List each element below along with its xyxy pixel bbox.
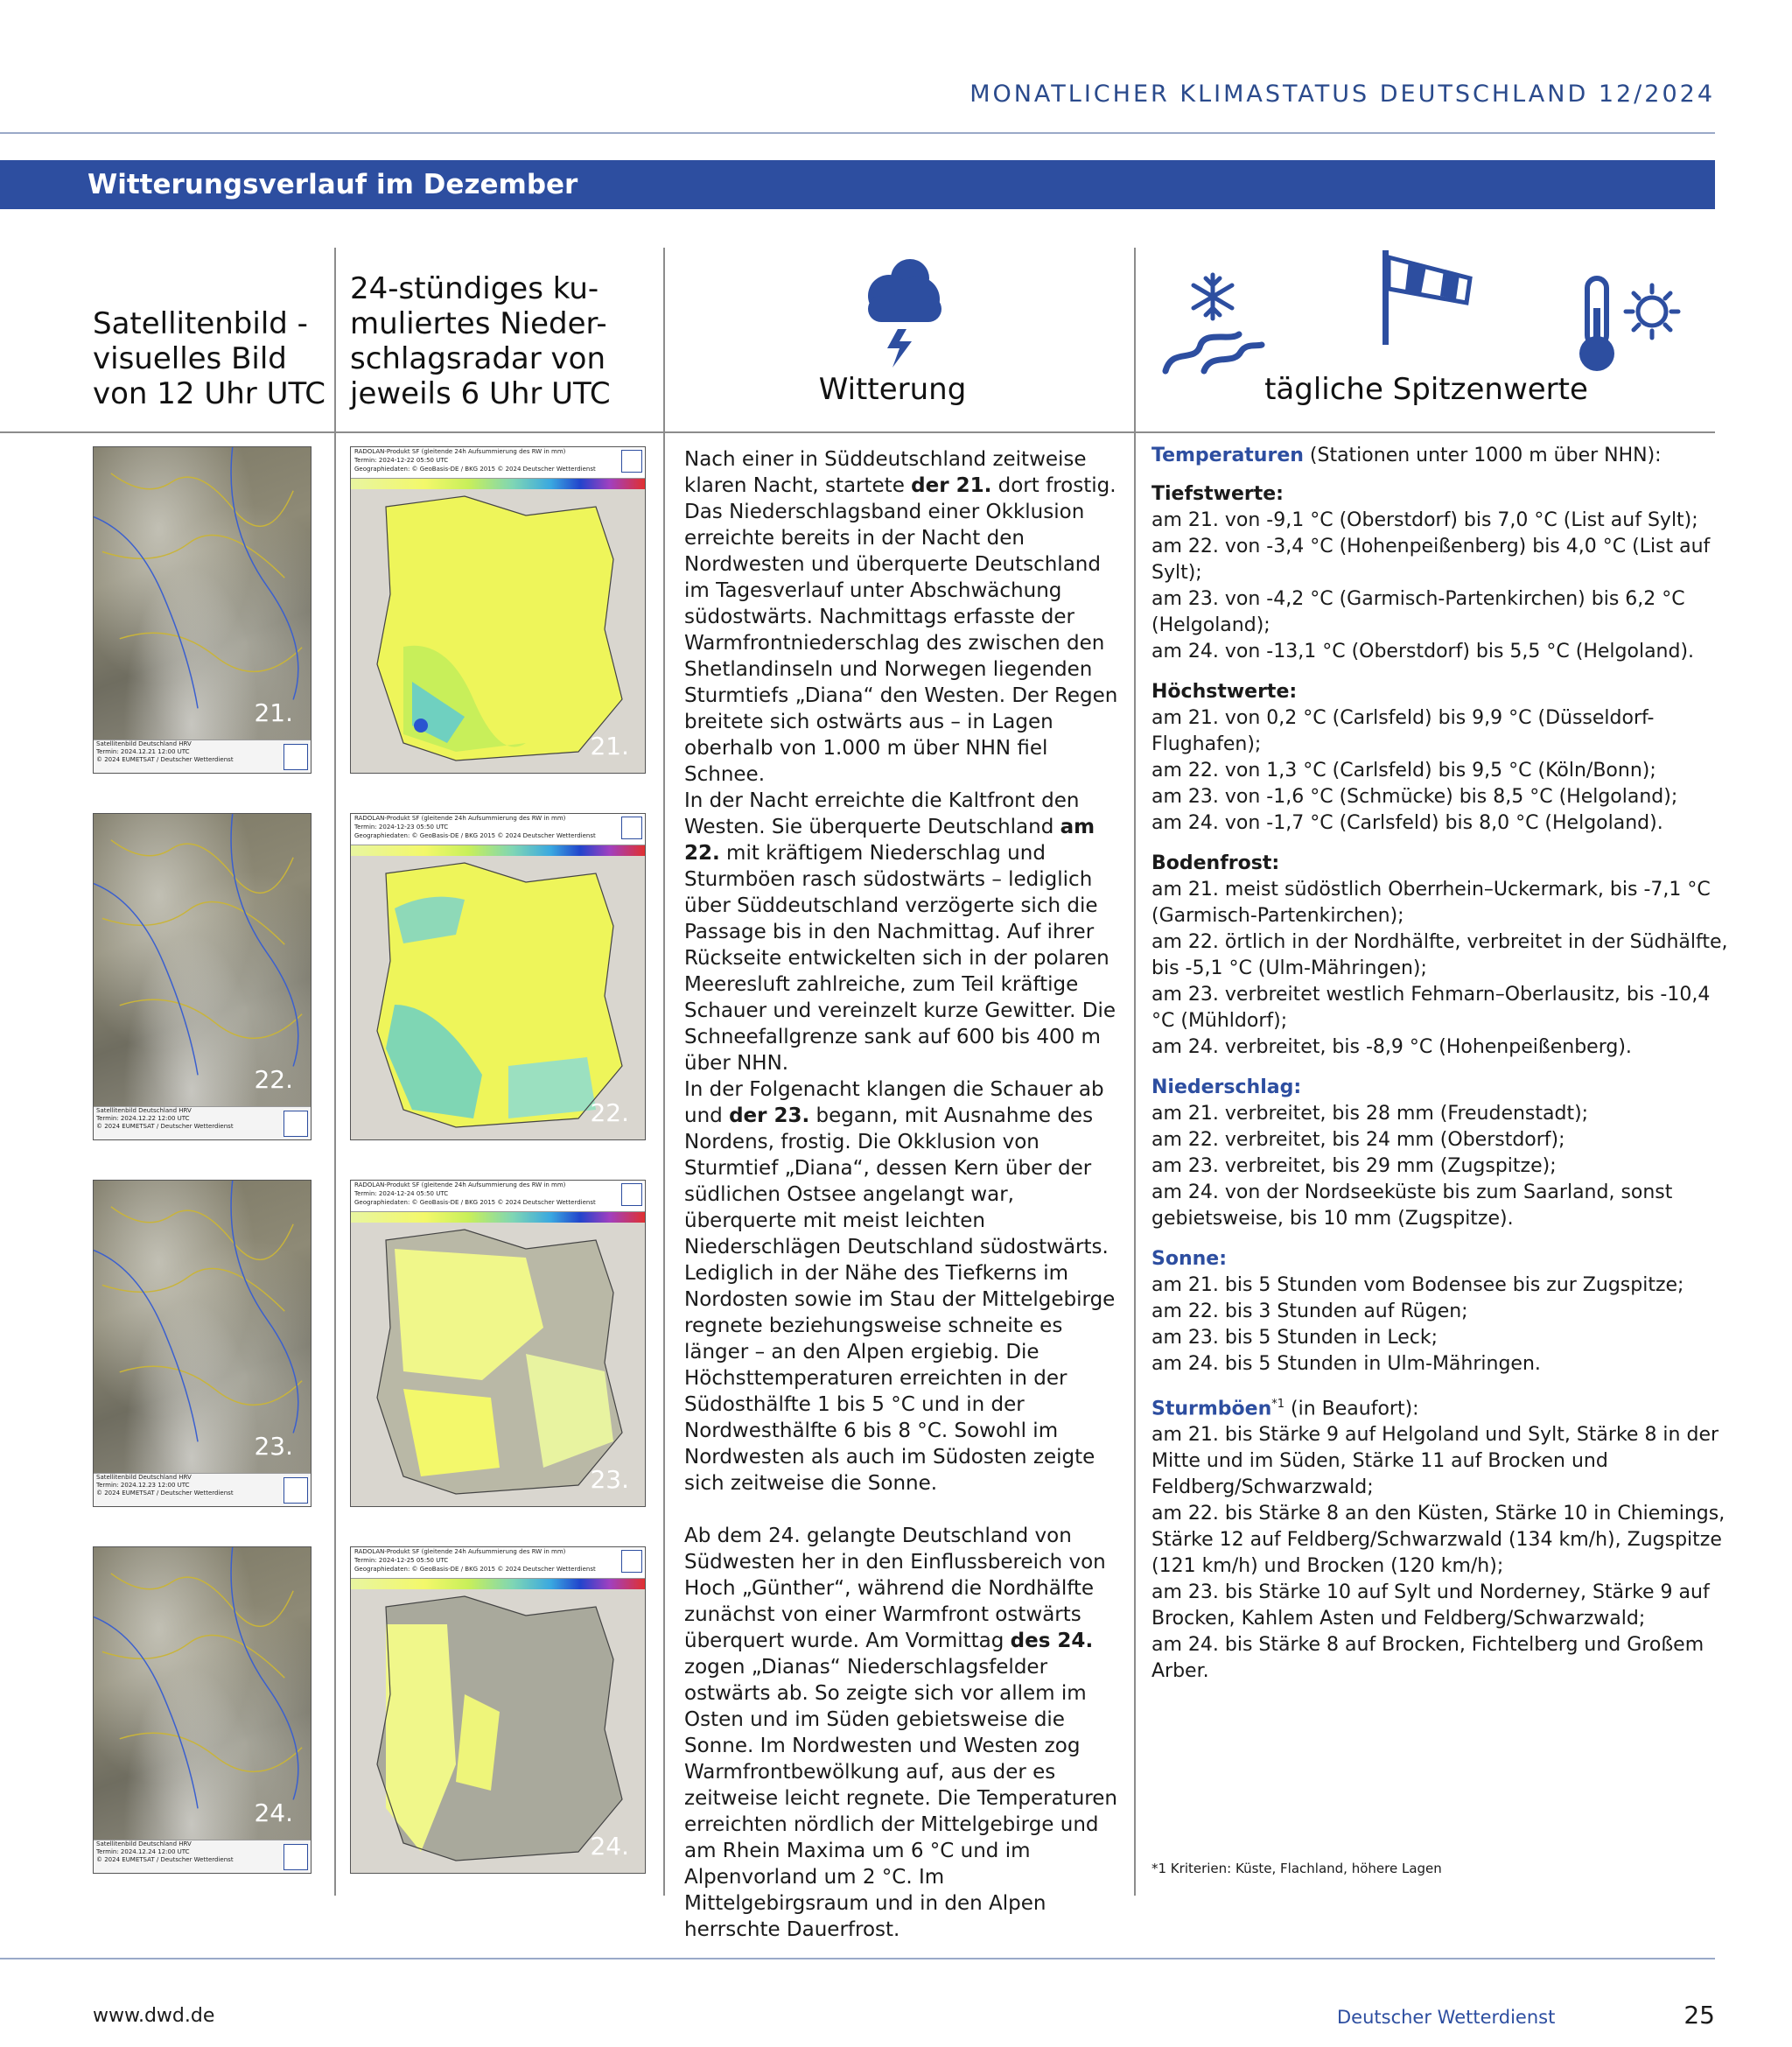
image-caption: Satellitenbild Deutschland HRV Termin: 2024.12.22 12:00 UTC © 2024 EUMETSAT / Deutscher Wetterdienst (94, 1106, 311, 1139)
radar-header: RADOLAN-Produkt SF (gleitende 24h Aufsummierung des RW in mm) Termin: 2024-12-25 05:50 UTC Geographiedaten: © GeoBasis-DE / BKG 2015 © 2024 Deutscher Wetterdienst (351, 1547, 645, 1579)
dwd-logo-icon (621, 1550, 642, 1573)
radar-header: RADOLAN-Produkt SF (gleitende 24h Aufsummierung des RW in mm) Termin: 2024-12-23 05:50 UTC Geographiedaten: © GeoBasis-DE / BKG 2015 © 2024 Deutscher Wetterdienst (351, 814, 645, 845)
paragraph-21: Nach einer in Süddeutschland zeitweise klaren Nacht, startete der 21. dort frostig. Das Niederschlagsband einer Okklusion erreichte bereits in der Nacht den Nordwesten und überquerte Deutschland im Tagesverlauf unter Abschwächung südostwärts. Nachmittags erfasste der Warmfrontniederschlag des zwischen den Shetlandinseln und Norwegen liegenden Sturmtiefs „Diana“ den Westen. Der Regen breitete sich ostwärts aus – in Lagen oberhalb von 1.000 m über NHN fiel Schnee. (684, 448, 1118, 786)
publisher-name: Deutscher Wetterdienst (1337, 2007, 1556, 2028)
day-label: 24. (254, 1798, 293, 1827)
radar-header: RADOLAN-Produkt SF (gleitende 24h Aufsummierung des RW in mm) Termin: 2024-12-22 05:50 UTC Geographiedaten: © GeoBasis-DE / BKG 2015 © 2024 Deutscher Wetterdienst (351, 447, 645, 479)
paragraph-23: In der Folgenacht klangen die Schauer ab und der 23. begann, mit Ausnahme des Nordens, frostig. Die Okklusion von Sturmtief „Diana“, dessen Kern über der südlichen Ostsee angelangt war, überquerte mit meist leichten Niederschlägen Deutschland südostwärts. Lediglich in der Nähe des Tiefkerns im Nordosten sowie im Stau der Mittelgebirge regnete beziehungsweise schneite es länger – an den Alpen ergiebig. Die Höchsttemperaturen erreichten in der Südosthälfte 1 bis 5 °C und in der Nordwesthälfte 6 bis 8 °C. Sowohl im Nordwesten als auch im Südosten zeigte sich zeitweise die Sonne. (684, 1078, 1116, 1495)
website-link[interactable]: www.dwd.de (93, 2005, 215, 2027)
day-label: 21. (254, 698, 293, 727)
thermometer-sun-icon (1572, 273, 1685, 378)
ground-frost: Bodenfrost: am 21. meist südöstlich Oberrhein–Uckermark, bis -7,1 °C (Garmisch-Partenkirchen); am 22. örtlich in der Nordhälfte, verbreitet in der Südhälfte, bis -5,1 °C (Ulm-Mähringen); am 23. verbreitet westlich Fehmarn–Oberlausitz, bis -10,4 °C (Mühldorf); am 24. verbreitet, bis -8,9 °C (Hohenpeißenberg). (1152, 852, 1728, 1058)
gusts: Sturmböen$^{*1}$ (in Beaufort): am 21. bis Stärke 9 auf Helgoland und Sylt, Stärke 8 in der Mitte und im Süden, Stärke 11 auf Brocken und Feldberg/Schwarzwald; am 22. bis Stärke 8 an den Küsten, Stärke 10 in Chiemings, Stärke 12 auf Feldberg/Schwarzwald (134 km/h), Zugspitze (121 km/h) und Brocken (120 km/h); am 23. bis Stärke 10 auf Sylt und Norderney, Stärke 9 auf Brocken, Kahlem Asten und Feldberg/Schwarzwald; am 24. bis Stärke 8 auf Brocken, Fichtelberg und Großem Arber. (1152, 1398, 1726, 1683)
precipitation-scale (351, 1212, 645, 1223)
dwd-logo-icon (621, 817, 642, 839)
precipitation-scale (351, 1579, 645, 1589)
page-number: 25 (1684, 2001, 1715, 2029)
max-temperatures: Höchstwerte: am 21. von 0,2 °C (Carlsfeld) bis 9,9 °C (Düsseldorf-Flughafen); am 22. von 1,3 °C (Carlsfeld) bis 9,5 °C (Köln/Bonn); am 23. von -1,6 °C (Schmücke) bis 8,5 °C (Helgoland); am 24. von -1,7 °C (Carlsfeld) bis 8,0 °C (Helgoland). (1152, 681, 1678, 834)
footer-divider (0, 1958, 1715, 1959)
column-heading-peaks: tägliche Spitzenwerte (1264, 372, 1588, 407)
precipitation-scale (351, 845, 645, 856)
column-heading-radar: 24-stündiges ku-muliertes Nieder-schlagsradar von jeweils 6 Uhr UTC (350, 271, 611, 411)
day-label: 23. (254, 1432, 293, 1461)
day-label: 22. (254, 1065, 293, 1094)
image-caption: Satellitenbild Deutschland HRV Termin: 2024.12.24 12:00 UTC © 2024 EUMETSAT / Deutscher Wetterdienst (94, 1840, 311, 1873)
satellite-image-21 (93, 446, 312, 774)
radar-image-21 (350, 446, 646, 774)
column-heading-weather: Witterung (818, 372, 967, 407)
radar-header: RADOLAN-Produkt SF (gleitende 24h Aufsummierung des RW in mm) Termin: 2024-12-24 05:50 UTC Geographiedaten: © GeoBasis-DE / BKG 2015 © 2024 Deutscher Wetterdienst (351, 1181, 645, 1212)
dwd-logo-icon (621, 1183, 642, 1206)
satellite-image-22 (93, 813, 312, 1140)
min-temperatures: Tiefstwerte: am 21. von -9,1 °C (Oberstdorf) bis 7,0 °C (List auf Sylt); am 22. von -3,4 °C (Hohenpeißenberg) bis 4,0 °C (List auf Sylt); am 23. von -4,2 °C (Garmisch-Partenkirchen) bis 6,2 °C (Helgoland); am 24. von -13,1 °C (Oberstdorf) bis 5,5 °C (Helgoland). (1152, 483, 1711, 662)
dwd-logo-icon (284, 1111, 308, 1137)
dwd-logo-icon (284, 744, 308, 770)
section-title: Witterungsverlauf im Dezember (88, 169, 578, 200)
thunderstorm-cloud-icon (856, 254, 943, 376)
paragraph-24: Ab dem 24. gelangte Deutschland von Südwesten her in den Einflussbereich von Hoch „Günther“, während die Nordhälfte zunächst von einer Warmfront ostwärts überquert wurde. Am Vormittag des 24. zogen „Dianas“ Niederschlagsfelder ostwärts ab. So zeigte sich vor allem im Osten und im Süden gebietsweise die Sonne. Im Nordwesten und Westen zog Warmfrontbewölkung auf, aus der es zeitweise leicht regnete. Die Temperaturen erreichten nördlich der Mittelgebirge und am Rhein Maxima um 6 °C und im Alpenvorland um 2 °C. Im Mittelgebirgsraum und in den Alpen herrschte Dauerfrost. (684, 1525, 1117, 1941)
satellite-image-24 (93, 1546, 312, 1874)
dwd-logo-icon (621, 450, 642, 473)
weather-narrative (684, 446, 1122, 1943)
sunshine: Sonne: am 21. bis 5 Stunden vom Bodensee bis zur Zugspitze; am 22. bis 3 Stunden auf Rügen; am 23. bis 5 Stunden in Leck; am 24. bis 5 Stunden in Ulm-Mähringen. (1152, 1248, 1684, 1375)
column-divider (663, 248, 665, 1896)
radar-image-23 (350, 1180, 646, 1507)
image-caption: Satellitenbild Deutschland HRV Termin: 2024.12.21 12:00 UTC © 2024 EUMETSAT / Deutscher Wetterdienst (94, 740, 311, 773)
report-title: MONATLICHER KLIMASTATUS DEUTSCHLAND 12/2024 (970, 81, 1715, 108)
precipitation: Niederschlag: am 21. verbreitet, bis 28 mm (Freudenstadt); am 22. verbreitet, bis 24 mm (Oberstdorf); am 23. verbreitet, bis 29 mm (Zugspitze); am 24. von der Nordseeküste bis zum Saarland, sonst gebietsweise, bis 10 mm (Zugspitze). (1152, 1076, 1673, 1230)
precipitation-scale (351, 479, 645, 489)
dwd-logo-icon (284, 1844, 308, 1870)
section-header (0, 160, 1715, 209)
image-caption: Satellitenbild Deutschland HRV Termin: 2024.12.23 12:00 UTC © 2024 EUMETSAT / Deutscher Wetterdienst (94, 1473, 311, 1506)
paragraph-22: In der Nacht erreichte die Kaltfront den Westen. Sie überquerte Deutschland am 22. mit kräftigem Niederschlag und Sturmböen rasch südostwärts – lediglich über Süddeutschland verzögerte sich die Passage bis in den Nachmittag. Auf ihrer Rückseite entwickelten sich in der polaren Meeresluft zahlreiche, zum Teil kräftige Schauer und vereinzelt kurze Gewitter. Die Schneefallgrenze sank auf 600 bis 400 m über NHN. (684, 789, 1116, 1075)
radar-image-22 (350, 813, 646, 1140)
column-divider (334, 248, 336, 1896)
header-divider (0, 132, 1715, 134)
day-label: 23. (590, 1465, 629, 1494)
radar-image-24 (350, 1546, 646, 1874)
satellite-image-23 (93, 1180, 312, 1507)
header-row-divider (0, 431, 1715, 433)
temperature-heading: Temperaturen (Stationen unter 1000 m über NHN): (1152, 445, 1662, 466)
column-heading-satellite: Satellitenbild - visuelles Bild von 12 Uhr UTC (93, 306, 326, 411)
peak-values (1152, 443, 1729, 1699)
dwd-logo-icon (284, 1477, 308, 1504)
day-label: 24. (590, 1832, 629, 1861)
day-label: 22. (590, 1098, 629, 1127)
footnote: *1 Kriterien: Küste, Flachland, höhere Lagen (1152, 1861, 1442, 1876)
snowflake-road-icon (1160, 268, 1265, 376)
day-label: 21. (590, 732, 629, 761)
windsock-icon (1376, 245, 1480, 350)
column-divider (1134, 248, 1136, 1896)
